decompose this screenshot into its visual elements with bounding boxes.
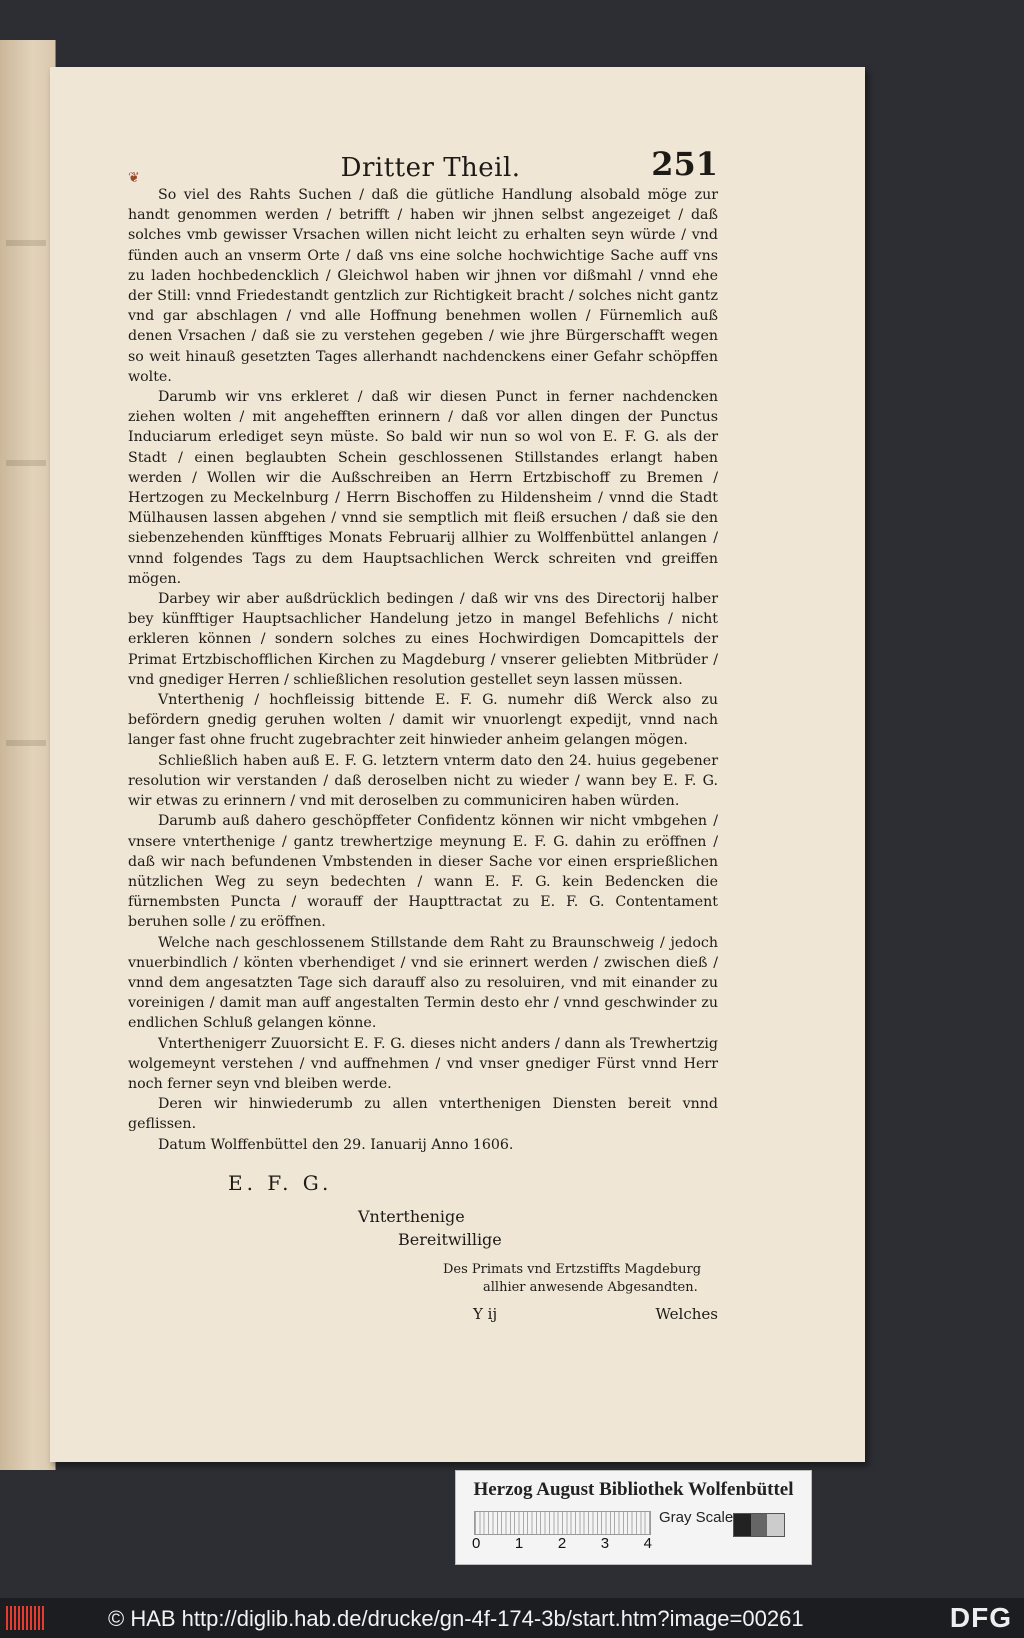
body-text	[128, 185, 718, 1155]
gray-scale-label: Gray Scale	[659, 1509, 734, 1526]
running-title: Dritter Theil.	[340, 153, 521, 183]
paragraph: Deren wir hinwiederumb zu allen vnterthenigen Diensten bereit vnnd geflissen.	[128, 1096, 718, 1133]
ruler-number: 1	[514, 1535, 524, 1552]
ruler-number: 3	[600, 1535, 610, 1552]
salutation: E. F. G.	[228, 1170, 333, 1195]
paragraph: Darumb auß dahero geschöpffeter Confidentz können wir nicht vmbgehen / vnsere vnterthenige / gantz trewhertzige meynung E. F. G. dahin zu eröffnen / daß wir nach befundenen Vmbstenden in dieser Sache vor einen ersprießlichen nützlichen Weg zu seyn bedechten / wann E. F. G. kein Bedencken die fürnembsten Puncta / worauff der Haupttractat zu E. F. G. Contentament beruhen solle / zu eröffnen.	[128, 813, 718, 931]
closing-line: Vnterthenige	[358, 1206, 465, 1226]
closing-line: allhier anwesende Abgesandten.	[483, 1279, 698, 1295]
paragraph: Darumb wir vns erkleret / daß wir diesen Punct in ferner nachdencken ziehen wolten / mit angehefften erinnern / daß vor allen dingen der Punctus Induciarum erlediget seyn müste. So bald wir nun so wol von E. F. G. als der Stadt / einen beglaubten Schein geschlossenen Stillstandes erlangt haben werden / Wollen wir die Außschreiben an Herrn Ertzbischoff zu Bremen / Hertzogen zu Meckelnburg / Herrn Bischoffen zu Hildensheim / vnnd die Stadt Mülhausen lassen abgehen / vnnd sie semptlich mit fleiß ersuchen / daß sie den siebenzehenden künfftiges Monats Februarij allhier zu Wolffenbüttel anlangen / vnnd folgendes Tags zu dem Hauptsachlichen Werck schreiten vnd greiffen mögen.	[128, 389, 718, 587]
ornament-icon: ❦	[128, 170, 140, 186]
paragraph: Schließlich haben auß E. F. G. letztern vnterm dato den 24. huius gegebener resolution wir verstanden / daß deroselben nicht zu wieder / wann bey E. F. G. wir etwas zu erinnern / vnd mit deroselben zu communiciren haben würden.	[128, 752, 718, 810]
paragraph: Vnterthenig / hochfleissig bittende E. F. G. numehr diß Werck also zu befördern gnedig geruhen wolten / damit wir vnuorlengt expedijt, vnnd nach langer fast ohne frucht zugebrachter zeit hinwieder anheim gelangen mögen.	[128, 692, 718, 749]
page-content	[128, 139, 718, 1323]
ruler-number: 2	[557, 1535, 567, 1552]
signature-mark: Y ij	[473, 1304, 498, 1323]
ruler-number: 0	[472, 1535, 481, 1552]
copyright-link[interactable]: © HAB http://diglib.hab.de/drucke/gn-4f-174-3b/start.htm?image=00261	[108, 1606, 804, 1631]
color-scale-card	[455, 1470, 812, 1565]
ruler-scale	[474, 1511, 651, 1535]
ruler-numbers	[472, 1535, 652, 1552]
ruler-number: 4	[643, 1535, 652, 1552]
page-number: 251	[651, 145, 718, 183]
paragraph: Welche nach geschlossenem Stillstande dem Raht zu Braunschweig / jedoch vnuerbindlich / könten vberhendiget / vnd sie erinnert werden / zwischen dieß / vnnd dem angesatzten Tage sich darauff also zu resoluiren, vnd mit einander zu voreinigen / damit man auff angestalten Termin desto ehr / vnnd geschwinder zu endlichen Schluß gelangen könne.	[128, 934, 718, 1032]
page-header	[128, 139, 718, 186]
page-footer	[128, 1305, 718, 1323]
closing-line: Des Primats vnd Ertzstiffts Magdeburg	[443, 1261, 702, 1277]
bleed-through-mark	[6, 740, 46, 746]
dfg-logo: DFG	[949, 1602, 1012, 1633]
gray-swatch	[751, 1514, 768, 1536]
bleed-through-mark	[6, 240, 46, 246]
paragraph: So viel des Rahts Suchen / daß die gütliche Handlung alsobald möge zur handt genommen werden / betrifft / haben wir jhnen selbst angezeiget / daß solches vmb gewisser Vrsachen willen nicht leicht zu erhalten seyn würde / vnd fünden auch an vnserm Orte / daß vns eine solche hochwichtige Sache auff vns zu laden hochbedencklich / Gleichwol haben wir jhnen vor dißmahl / vnnd ehe der Still: vnnd Friedestandt gentzlich zur Richtigkeit bracht / solches nicht gantz vnd gar abschlagen / vnd alle Hoffnung benehmen wollen / Fürnemlich auß denen Vrsachen / daß sie zu verstehen gegeben / wie jhre Bürgerschafft wegen so weit hinauß gesetzten Tages allerhandt nachdenckens einer Gefahr schöpffen wolte.	[128, 187, 718, 385]
gray-scale-swatches	[733, 1513, 785, 1537]
library-name: Herzog August Bibliothek Wolfenbüttel	[473, 1479, 794, 1500]
paragraph: Darbey wir aber außdrücklich bedingen / daß wir vns des Directorij halber bey künfftiger Hauptsachlicher Handelung jetzo in mangel Befehlichs / nicht erkleren können / sondern solches zu eines Hochwirdigen Domcapittels der Primat Ertzbischofflichen Kirchen zu Magdeburg / vnserer geliebten Mitbrüder / vnd gnediger Herren / schließlichen resolution gestellet seyn lassen müssen.	[128, 591, 718, 688]
facing-page-edge	[0, 40, 56, 1470]
gray-swatch	[767, 1514, 784, 1536]
paragraph: Vnterthenigerr Zuuorsicht E. F. G. dieses nicht anders / dann als Trewhertzig wolgemeynt verstehen / vnd auffnehmen / vnd vnser gnediger Fürst vnnd Herr noch ferner seyn vnd bleiben werde.	[128, 1035, 718, 1092]
document-page	[50, 67, 865, 1462]
barcode-icon	[6, 1606, 46, 1630]
gray-swatch	[734, 1514, 751, 1536]
footer-bar	[0, 1598, 1024, 1638]
dateline: Datum Wolffenbüttel den 29. Ianuarij Anno 1606.	[158, 1136, 514, 1153]
catchword: Welches	[655, 1304, 718, 1323]
bleed-through-mark	[6, 460, 46, 466]
closing-line: Bereitwillige	[398, 1229, 502, 1249]
